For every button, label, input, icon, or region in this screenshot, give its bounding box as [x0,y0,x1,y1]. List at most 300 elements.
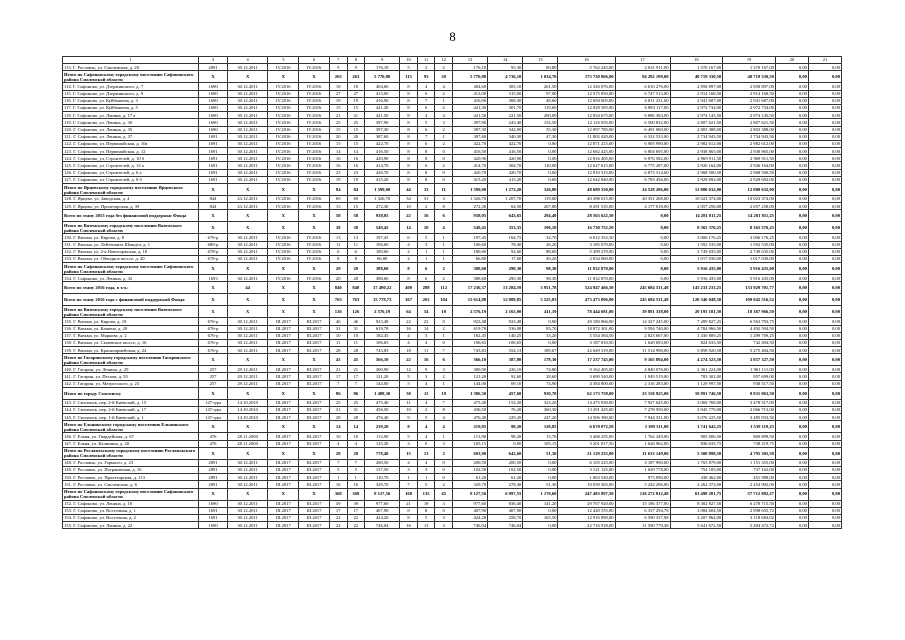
table-cell: 6 [417,140,435,147]
table-cell: 1 [435,97,453,104]
table-cell: 69 [347,196,365,203]
table-cell: 676-р [199,332,228,339]
table-cell: X [227,488,268,500]
subtotal-row [63,354,842,366]
table-cell: 0,00 [775,210,808,222]
table-cell: 0,00 [523,466,558,473]
table-cell: 22 [400,210,418,222]
table-cell: 0,00 [808,366,841,373]
table-cell: 1 [435,133,453,140]
table-cell: 3 [435,196,453,203]
address-cell: 129. Г. Ярцево, ул. Пролетарская, д. 39 [63,203,199,210]
table-cell: 0 [435,148,453,155]
table-cell: IV.2016 [268,90,299,97]
table-cell: 9 [347,64,365,71]
table-cell: 3 121 125,00 [558,466,615,473]
table-cell: 0,00 [775,71,808,83]
table-cell: 17 [329,373,347,380]
table-cell: 422,70 [452,140,487,147]
address-cell: 127. Г. Сафоново, ул. Строителей, д. 8 б [63,176,199,183]
table-cell: 3 [400,466,418,473]
table-row [63,248,842,255]
table-cell: 20 [329,133,347,140]
table-cell: 21 129 255,00 [558,447,615,459]
table-cell: 0,00 [808,222,841,234]
table-cell: 6 [435,210,453,222]
table-cell: 0,00 [808,90,841,97]
table-cell: IV.2016 [268,196,299,203]
subtotal-row [63,387,842,399]
table-cell: III.2017 [299,459,330,466]
table-cell: IV.2016 [299,104,330,111]
table-cell: 473 473 096,00 [558,294,615,306]
table-cell: 0,00 [808,275,841,282]
table-cell: III.2017 [299,507,330,514]
table-cell: 0,00 [808,248,841,255]
table-cell: 1 017 030,00 [670,255,723,262]
table-cell: III.2017 [268,318,299,325]
table-cell: 0,00 [775,440,808,447]
table-cell: 778,40 [365,447,400,459]
table-cell: 3 [435,119,453,126]
table-cell: 8 127,56 [365,488,400,500]
table-row [63,325,842,332]
table-cell: 17 237 745,00 [558,354,615,366]
table-cell: 102,50 [452,466,487,473]
table-cell: 105,15 [452,440,487,447]
table-cell: 476 [199,440,228,447]
table-cell: 5 [417,119,435,126]
table-cell: III.2017 [299,373,330,380]
table-cell: 0,00 [523,474,558,481]
table-cell: 28.11.2000 [227,433,268,440]
table-cell: 17,60 [488,255,523,262]
table-cell: 0,00 [775,176,808,183]
table-cell: 3 069 768,00 [670,399,723,406]
table-cell: III.2017 [299,440,330,447]
table-cell: 288 [417,282,435,294]
table-cell: 6 [417,275,435,282]
table-cell: 424,20 [365,514,400,521]
table-cell: 0,00 [775,255,808,262]
table-cell: 126 [329,306,347,318]
table-cell: 1 272,20 [488,184,523,196]
address-cell: 139. Г. Вязьма, ул. Красноармейская, д. 24 [63,347,199,354]
table-cell: III.2017 [268,414,299,421]
table-cell: 0,00 [775,387,808,399]
table-cell: 30.12.2011 [227,522,268,529]
address-cell: Итого по Ярцевскому городскому поселению Ярцевского района Смоленской области [63,184,199,196]
table-cell: 836 635,75 [670,440,723,447]
table-cell: 74,90 [523,380,558,387]
table-cell: 0,00 [775,196,808,203]
table-cell: 367 [400,294,418,306]
address-cell: Итого по Вяземскому городскому поселению Вяземского района Смоленской области [63,222,199,234]
table-cell: 2 316 283,00 [615,380,670,387]
table-cell: 10 [400,203,418,210]
table-cell: 1690 [199,104,228,111]
table-cell: X [299,306,330,318]
table-cell: 6 610 276,00 [615,83,670,90]
table-cell: IV.2016 [268,248,299,255]
table-cell: 18 872 301,00 [558,325,615,332]
table-cell: 404,60 [365,83,400,90]
table-cell: 17 236,37 [452,282,487,294]
table-cell: X [227,222,268,234]
table-cell: 8 [400,112,418,119]
table-cell: 13 [347,234,365,241]
table-cell: 66,80 [365,255,400,262]
table-cell: X [268,421,299,433]
table-row [63,347,842,354]
table-cell: 1 592 535,00 [723,241,776,248]
table-cell: 1 299 709,25 [723,332,776,339]
table-cell: 22 [400,318,418,325]
table-cell: 2 [400,248,418,255]
table-cell: 6 804 695,00 [615,148,670,155]
table-cell: 4 [417,83,435,90]
table-cell: 2 [435,90,453,97]
table-cell: 39 [329,500,347,507]
table-cell: 421,30 [452,104,487,111]
table-cell: 28.11.2000 [227,440,268,447]
table-cell: 0,00 [775,90,808,97]
table-row [63,380,842,387]
table-cell: 3 951,78 [523,282,558,294]
table-cell: X [268,447,299,459]
table-cell: 6 563 793,75 [723,318,776,325]
table-cell: X [227,306,268,318]
table-row [63,275,842,282]
table-cell: 0,00 [808,210,841,222]
table-cell: 78 444 681,00 [558,306,615,318]
column-number: 14 [488,57,523,64]
table-cell: 3 076 225,50 [670,414,723,421]
table-cell: 407,90 [452,507,487,514]
table-cell: 23 150 925,00 [615,387,670,399]
table-cell: 0,00 [808,488,841,500]
table-cell: 12 [400,366,418,373]
table-cell: 8 [435,203,453,210]
table-cell: 64 [400,306,418,318]
table-cell: X [299,71,330,83]
subtotal-row [63,294,842,306]
table-cell: 1 765 879,00 [670,459,723,466]
table-cell: III.2017 [299,500,330,507]
table-cell: 196,10 [523,222,558,234]
address-cell: 149. Г. Рославль, ул. Пограничная, д. 16 [63,466,199,473]
address-cell: 143. Г. Смоленск, пер. 2-й Киевский, д. 15 [63,399,199,406]
page-number: 8 [449,29,456,44]
table-cell: 3 [435,500,453,507]
table-cell: 0,00 [775,263,808,275]
table-cell: 8 [400,162,418,169]
table-cell: 30.12.2011 [227,481,268,488]
table-cell: 1 [435,241,453,248]
table-cell: 0,00 [808,155,841,162]
table-cell: 110,70 [365,474,400,481]
table-cell: 11 [400,399,418,406]
table-cell: 7 944 331,00 [615,414,670,421]
table-cell: 4 [400,241,418,248]
table-cell: X [268,222,299,234]
table-cell: 0,00 [775,500,808,507]
table-cell: 1 [435,380,453,387]
address-cell: 113. Г. Рославль, ул. Смоленская, д. 20 [63,64,199,71]
table-cell: 9 162 405,00 [558,366,615,373]
address-cell: 131. Г. Вязьма, ул. Лейтенанта Шмидта, д. 1 [63,241,199,248]
table-cell: 0,00 [775,507,808,514]
table-cell: IV.2016 [299,64,330,71]
table-cell: 25 [329,119,347,126]
table-cell: 15 [347,126,365,133]
table-cell: 20 [329,275,347,282]
table-cell: X [199,71,228,83]
subtotal-row [63,210,842,222]
table-cell: IV.2016 [299,112,330,119]
table-cell: 457,60 [488,387,523,399]
table-cell: 80,80 [523,64,558,71]
table-cell: X [299,294,330,306]
table-cell: IV.2016 [299,97,330,104]
table-cell: 14.10.2010 [227,399,268,406]
table-cell: 12 080 632,00 [670,184,723,196]
table-cell: 11 [435,184,453,196]
table-cell: 2 576,19 [452,306,487,318]
address-cell: 123. Г. Сафоново, ул. Первомайская, д. 12 [63,148,199,155]
table-cell: X [227,354,268,366]
table-cell: 30.12.2011 [227,275,268,282]
table-cell: 23.12.2011 [227,196,268,203]
table-cell: 58 [329,210,347,222]
table-cell: 16 [329,162,347,169]
table-cell: X [268,263,299,275]
table-cell: 20 [347,275,365,282]
table-cell: 15 614,88 [452,294,487,306]
subtotal-row [63,421,842,433]
table-cell: 12 642 840,00 [558,176,615,183]
address-cell: 153. Г. Сафоново, ул. Восточная, д. 1 [63,507,199,514]
table-cell: X [299,387,330,399]
table-cell: 6 [417,90,435,97]
table-cell: 329,70 [365,481,400,488]
table-cell: 30.12.2011 [227,325,268,332]
table-cell: 746,04 [365,522,400,529]
table-cell: 30.12.2011 [227,169,268,176]
table-cell: 3 [435,522,453,529]
table-cell: 476,40 [365,414,400,421]
table-cell: 387,60 [452,133,487,140]
table-cell: 46 [347,318,365,325]
table-cell: 923,48 [488,318,523,325]
table-cell: 746,04 [488,522,523,529]
table-cell: 29.12.2011 [227,373,268,380]
table-cell: 245 684 531,48 [615,282,670,294]
table-cell: 8 [417,176,435,183]
table-cell: 10 [400,407,418,414]
table-cell: 28 180 866,00 [558,318,615,325]
table-cell: X [227,294,268,306]
table-cell: 0 [435,474,453,481]
table-cell: 3 485 833,50 [723,414,776,421]
table-cell: 113,90 [452,433,487,440]
table-cell: 360,30 [523,407,558,414]
table-cell: 12 828 585,00 [558,104,615,111]
address-cell: Всего по этапу 2016 года с финансовой поддержкой Фонда [63,294,199,306]
table-cell: 126 272 812,48 [615,488,670,500]
table-cell: 168 [400,488,418,500]
table-cell: 178,30 [523,354,558,366]
table-cell: 420,70 [452,169,487,176]
table-row [63,255,842,262]
table-cell: 0,00 [775,481,808,488]
table-cell: 678-р [199,255,228,262]
table-cell: 4 840 076,00 [615,366,670,373]
table-cell: 66,80 [452,255,487,262]
table-cell: 30.12.2011 [227,162,268,169]
table-cell: 4 [329,440,347,447]
table-cell: III.2017 [268,522,299,529]
table-row [63,522,842,529]
table-cell: III.2017 [299,414,330,421]
table-cell: 2 929 692,00 [723,176,776,183]
table-cell: 17 [347,507,365,514]
address-cell: 128. Г. Ярцево, ул. Заводская, д. 4 [63,196,199,203]
table-cell: 0 [435,466,453,473]
table-cell: 1690 [199,119,228,126]
table-cell: 7 [400,481,418,488]
table-cell: 0,00 [808,64,841,71]
column-number: 7 [329,57,347,64]
table-cell: 6 670 072,50 [558,421,615,433]
table-cell: 2891 [199,481,228,488]
table-cell: 10 023 374,00 [670,196,723,203]
table-cell: 0,00 [808,447,841,459]
table-cell: 3 468 255,00 [558,433,615,440]
table-cell: 1 539 119,25 [723,421,776,433]
table-cell: X [227,421,268,433]
table-cell: 11 [417,347,435,354]
address-cell: 148. Г. Рославль, ул. Горького, д. 23 [63,459,199,466]
table-cell: 315,00 [488,90,523,97]
table-cell: 18 [417,500,435,507]
table-cell: 19 [329,97,347,104]
table-cell: 12 810 315,00 [558,169,615,176]
table-cell: 2 [435,481,453,488]
table-cell: 40 398 015,00 [558,196,615,203]
table-cell: 8 [400,263,418,275]
table-cell: 840 [329,282,347,294]
table-cell: 0,00 [775,148,808,155]
table-cell: 0,00 [775,433,808,440]
table-cell: X [227,184,268,196]
table-cell: 413,00 [365,90,400,97]
table-cell: 0,00 [808,203,841,210]
table-cell: 1 [417,255,435,262]
table-cell: 415,20 [365,176,400,183]
table-cell: X [227,71,268,83]
table-cell: 2 749 635,00 [670,248,723,255]
address-cell: 155. Г. Сафоново, ул. Ленина, д. 22 [63,522,199,529]
table-cell: 323,20 [523,399,558,406]
table-cell: 28 [329,447,347,459]
table-cell: 2891 [199,64,228,71]
table-row [63,459,842,466]
table-cell: 938,05 [365,210,400,222]
table-cell: 31 [329,407,347,414]
table-cell: 15 [347,140,365,147]
table-cell: 421,50 [365,112,400,119]
table-cell: 14 [329,148,347,155]
column-number: 17 [615,57,670,64]
table-cell: IV.2016 [268,148,299,155]
table-cell: 19 [329,176,347,183]
table-cell: 6 337 294,78 [615,507,670,514]
table-cell: 0,00 [775,119,808,126]
table-cell: IV.2016 [299,169,330,176]
table-cell: 5 858 920,50 [670,347,723,354]
table-cell: 4 [417,433,435,440]
table-cell: 1690 [199,126,228,133]
table-cell: 420,70 [488,169,523,176]
table-cell: 17 [329,507,347,514]
table-cell: 106,60 [365,241,400,248]
table-cell: 112 [435,282,453,294]
table-cell: III.2017 [268,325,299,332]
table-cell: 119,00 [523,196,558,203]
table-row [63,507,842,514]
table-cell: 13 [329,234,347,241]
table-cell: 300,90 [452,366,487,373]
table-cell: 0,00 [808,414,841,421]
table-cell: 3 118 684,02 [723,514,776,521]
table-cell: 763 [329,294,347,306]
table-cell: 15 [400,447,418,459]
table-cell: 0,00 [808,184,841,196]
table-cell: 0,00 [775,241,808,248]
table-cell: IV.2016 [299,140,330,147]
table-cell: 6 905 990,00 [615,140,670,147]
table-cell: 3 201 817,50 [558,440,615,447]
table-cell: 12 089,85 [488,294,523,306]
table-cell: 422,70 [365,140,400,147]
table-cell: 30.12.2011 [227,339,268,346]
table-cell: 20 195 181,50 [670,306,723,318]
table-cell: 0,00 [523,155,558,162]
table-cell: 15,70 [523,433,558,440]
table-cell: III.2017 [268,399,299,406]
table-cell: III.2017 [268,474,299,481]
table-cell: 125,30 [365,440,400,447]
table-cell: 5 300 898,50 [670,447,723,459]
table-cell: 0,00 [775,339,808,346]
subtotal-row [63,282,842,294]
table-cell: 0,00 [775,203,808,210]
table-cell: X [299,222,330,234]
column-number: 15 [523,57,558,64]
table-cell: 2 969 911,50 [723,155,776,162]
table-cell: 0,00 [775,466,808,473]
table-cell: 113 [400,71,418,83]
table-cell: 0,00 [775,83,808,90]
table-cell: III.2017 [299,332,330,339]
table-body [63,57,842,529]
table-cell: 0,00 [808,255,841,262]
table-cell: 4 795 305,50 [723,447,776,459]
table-cell: 200,50 [452,459,487,466]
table-cell: 438 462,00 [670,474,723,481]
table-cell: 783 302,00 [670,373,723,380]
